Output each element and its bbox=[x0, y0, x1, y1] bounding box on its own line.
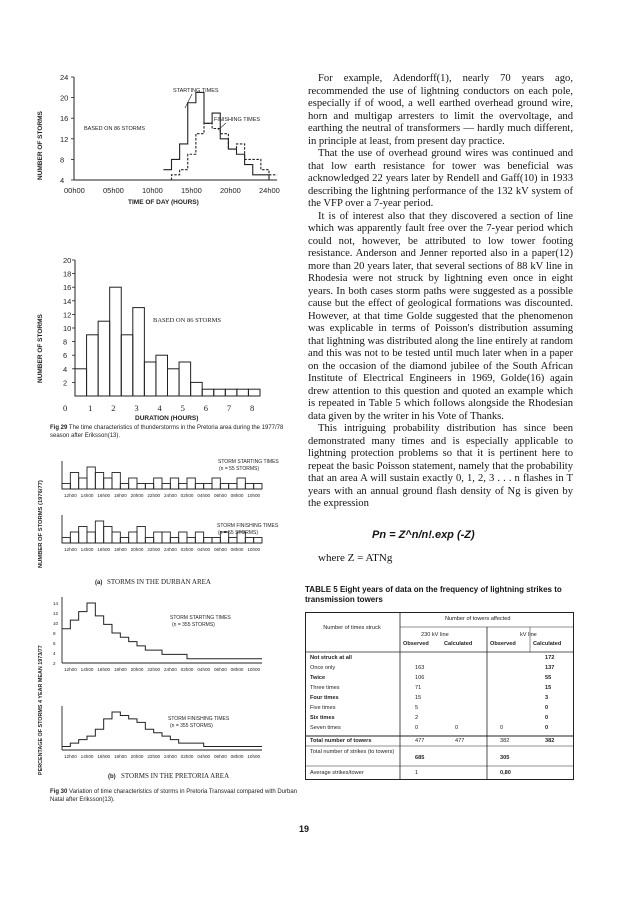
y-tick-label: 12 bbox=[60, 134, 69, 144]
y-tick-label: 6 bbox=[63, 351, 68, 361]
table5-row-label: Once only bbox=[310, 665, 336, 671]
x-tick-label: 14h00 bbox=[80, 493, 94, 498]
table5-cell: 55 bbox=[545, 675, 552, 681]
table5-group-header: Number of towers affected bbox=[445, 616, 511, 622]
x-tick-label: 06h00 bbox=[214, 754, 227, 759]
table5-cell: 163 bbox=[415, 665, 425, 671]
bar bbox=[170, 538, 178, 544]
table5-cell: 137 bbox=[545, 665, 555, 671]
bar bbox=[79, 527, 87, 544]
chart1-ylabel: NUMBER OF STORMS bbox=[37, 111, 44, 180]
bar bbox=[220, 484, 228, 490]
bar bbox=[162, 484, 170, 490]
chart2-ylabel: NUMBER OF STORMS bbox=[37, 314, 44, 383]
table5-row-label: Not struck at all bbox=[310, 655, 352, 661]
table5-cell: 305 bbox=[500, 755, 510, 761]
poisson-formula: Pn = Z^n/n!.exp (-Z) bbox=[372, 529, 475, 541]
table5-average-label: Average strikes/tower bbox=[310, 770, 364, 776]
table5-cell: 106 bbox=[415, 675, 425, 681]
x-tick-label: 2 bbox=[111, 403, 116, 413]
x-tick-label: 08h00 bbox=[230, 667, 244, 672]
bar bbox=[156, 355, 168, 396]
x-tick-label: 7 bbox=[226, 403, 232, 413]
table5-cell: 5 bbox=[415, 705, 419, 711]
x-tick-label: 5 bbox=[180, 403, 185, 413]
y-tick-label: 12 bbox=[53, 611, 59, 616]
bar bbox=[129, 478, 137, 489]
bar bbox=[195, 532, 203, 543]
x-tick-label: 12h00 bbox=[64, 754, 77, 759]
x-tick-label: 00h00 bbox=[64, 186, 85, 195]
paragraph: For example, Adendorff(1), nearly 70 years ago, recommended the use of lightning conductors on each pole, especially if of wood, a well earthed overhead ground wire, horn and multigap arresters to limit the overvoltage, and earthing the neutral of transformers — hardly much different, in principle at least, from present day practice. bbox=[308, 73, 573, 147]
bar bbox=[245, 484, 253, 490]
table5-cell: 382 bbox=[545, 738, 555, 744]
chart-time-of-day bbox=[37, 73, 280, 206]
bar bbox=[145, 484, 153, 490]
x-tick-label: 3 bbox=[134, 403, 139, 413]
durban-series2-note: (n = 55 STORMS) bbox=[218, 530, 259, 536]
x-tick-label: 22h00 bbox=[147, 754, 161, 759]
bar bbox=[133, 308, 145, 396]
y-tick-label: 14 bbox=[53, 601, 59, 606]
x-tick-label: 12h00 bbox=[64, 667, 77, 672]
chart2-note: BASED ON 86 STORMS bbox=[153, 317, 221, 324]
x-tick-label: 04h00 bbox=[197, 547, 211, 552]
durban-caption-label: (a) bbox=[95, 580, 103, 586]
table5-cell: 3 bbox=[545, 695, 549, 701]
table5-row-label: Three times bbox=[310, 685, 340, 691]
table5-subheader: Calculated bbox=[533, 641, 562, 647]
x-tick-label: 8 bbox=[250, 403, 255, 413]
x-tick-label: 18h00 bbox=[114, 754, 127, 759]
x-tick-label: 04h00 bbox=[197, 754, 211, 759]
x-tick-label: 22h00 bbox=[147, 493, 161, 498]
table5-cell: 477 bbox=[455, 738, 465, 744]
x-tick-label: 16h00 bbox=[97, 667, 111, 672]
chart2-xlabel: DURATION (HOURS) bbox=[135, 415, 199, 422]
bar bbox=[79, 478, 87, 489]
x-tick-label: 10h00 bbox=[247, 667, 261, 672]
bar bbox=[179, 362, 191, 396]
x-tick-label: 22h00 bbox=[147, 547, 161, 552]
figures-svg bbox=[0, 0, 300, 910]
x-tick-label: 22h00 bbox=[147, 667, 161, 672]
x-tick-label: 18h00 bbox=[114, 547, 127, 552]
bar bbox=[187, 478, 195, 489]
series-line bbox=[62, 603, 262, 659]
bar bbox=[191, 382, 203, 396]
fig30-caption bbox=[50, 789, 300, 804]
pretoria-series2-name: STORM FINISHING TIMES bbox=[168, 716, 230, 722]
table5-cell: 477 bbox=[415, 738, 425, 744]
bar bbox=[137, 527, 145, 544]
paragraph: That the use of overhead ground wires was continued and that low earth resistance for tower was beneficial was acknowledged 22 years later by Rendell and Gaff(10) in 1933 describing the lightning performance of the 132 kV system of the VFP over a 7-year period. bbox=[308, 148, 573, 209]
bar bbox=[104, 527, 112, 544]
y-tick-label: 6 bbox=[53, 641, 56, 646]
x-tick-label: 06h00 bbox=[214, 547, 227, 552]
chart1-note: BASED ON 86 STORMS bbox=[84, 126, 146, 132]
table5 bbox=[305, 612, 574, 780]
x-tick-label: 14h00 bbox=[80, 547, 94, 552]
table5-cell: 0 bbox=[415, 725, 419, 731]
table5-row-label: Twice bbox=[310, 675, 326, 681]
bar bbox=[179, 484, 187, 490]
table5-subheader: Observed bbox=[403, 641, 429, 647]
bar bbox=[225, 389, 237, 396]
paragraph: It is of interest also that they discovered a section of line which was apparently fault free over the 7-year period which could not, however, be attributed to low tower footing resistance. Anderson and Jenner reported also in a paper(12) more than 20 years later, that several sections of 88 kV line in Rhodesia were not struck by lightning even once in eight years. In both cases storm paths were suggested as a possible cause but the effect of geological formations was discounted. However, at that time Golde suggested that the phenomenon was explicable in terms of Poisson's distribution assuming that lightning was distributed along the line entirely at random and this was not to be tested until much later when in a paper on the occasion of the diamond jubilee of the South African Institute of Electrical Engineers in 1969, Golde(16) again drew attention to this question and quoted an example which is repeated in Table 5 which follows alongside the Rhodesian data given by the writer in his Vote of Thanks. bbox=[308, 210, 573, 422]
bar bbox=[129, 532, 137, 543]
x-tick-label: 14h00 bbox=[80, 754, 94, 759]
table5-cell: 382 bbox=[500, 738, 510, 744]
y-tick-label: 8 bbox=[63, 337, 68, 347]
fig29-number: Fig 29 bbox=[50, 425, 68, 431]
x-tick-label: 02h00 bbox=[180, 493, 194, 498]
chart3-ylabel: NUMBER OF STORMS (1976/77) bbox=[38, 480, 44, 568]
y-tick-label: 8 bbox=[60, 155, 65, 165]
pretoria-series1-note: (n = 355 STORMS) bbox=[172, 622, 215, 628]
bar bbox=[144, 362, 156, 396]
table5-subheader: Observed bbox=[490, 641, 516, 647]
bar bbox=[154, 478, 162, 489]
y-tick-label: 4 bbox=[63, 364, 68, 374]
x-tick-label: 10h00 bbox=[247, 493, 261, 498]
x-tick-label: 24h00 bbox=[164, 547, 177, 552]
y-tick-label: 20 bbox=[60, 93, 69, 103]
x-tick-label: 04h00 bbox=[197, 667, 211, 672]
table5-cell: 0 bbox=[500, 725, 504, 731]
chart1-annotation-starting: STARTING TIMES bbox=[173, 88, 219, 94]
y-tick-label: 14 bbox=[63, 296, 72, 306]
y-tick-label: 16 bbox=[63, 283, 72, 293]
bar bbox=[121, 335, 133, 396]
y-tick-label: 20 bbox=[63, 256, 72, 265]
x-tick-label: 16h00 bbox=[97, 547, 111, 552]
fig29-text: The time characteristics of thunderstorms in the Pretoria area during the 1977/78 season after Eriksson(13). bbox=[50, 425, 284, 439]
x-tick-label: 08h00 bbox=[230, 493, 244, 498]
y-tick-label: 10 bbox=[63, 324, 72, 333]
paragraph: This intriguing probability distribution has since been demonstrated many times and is especially applicable to lightning protection problems so that it is pertinent here to repeat the basic Poisson statement, namely that the probability that an area A will sustain exactly 0, 1, 2, 3 . . . n flashes in T years with an annual ground flash density of Ng is given by the expression bbox=[308, 423, 573, 509]
y-tick-label: 24 bbox=[60, 73, 69, 82]
x-tick-label: 0 bbox=[63, 403, 68, 413]
bar bbox=[237, 389, 249, 396]
bar bbox=[202, 389, 214, 396]
x-tick-label: 4 bbox=[157, 403, 162, 413]
table5-caption: TABLE 5 Eight years of data on the frequency of lightning strikes to transmission towers bbox=[305, 585, 562, 604]
table5-row-label: Four times bbox=[310, 695, 339, 701]
table5-cell: 0,80 bbox=[500, 770, 511, 776]
bar bbox=[162, 532, 170, 543]
body-text bbox=[308, 73, 573, 511]
series-line-finishing bbox=[163, 123, 277, 180]
table5-col-group1: 230 kV line bbox=[421, 632, 449, 638]
x-tick-label: 24h00 bbox=[259, 186, 280, 195]
bar bbox=[112, 532, 120, 543]
chart-pretoria bbox=[38, 597, 262, 780]
table5-cell: 172 bbox=[545, 655, 555, 661]
table5-total-strikes-label: Total number of strikes (to towers) bbox=[310, 749, 395, 755]
x-tick-label: 24h00 bbox=[164, 754, 177, 759]
table5-subheader: Calculated bbox=[444, 641, 473, 647]
x-tick-label: 02h00 bbox=[180, 667, 194, 672]
x-tick-label: 1 bbox=[88, 403, 93, 413]
bar bbox=[104, 478, 112, 489]
durban-caption: STORMS IN THE DURBAN AREA bbox=[107, 578, 211, 586]
fig30-number: Fig 30 bbox=[50, 789, 68, 795]
bar bbox=[87, 335, 99, 396]
table5-row-header: Number of times struck bbox=[323, 625, 381, 631]
fig29-caption bbox=[50, 425, 300, 440]
y-tick-label: 18 bbox=[63, 269, 72, 279]
bar bbox=[98, 321, 110, 396]
table5-cell: 15 bbox=[415, 695, 422, 701]
bar bbox=[112, 473, 120, 490]
table5-cell: 685 bbox=[415, 755, 425, 761]
pretoria-caption: STORMS IN THE PRETORIA AREA bbox=[121, 772, 230, 780]
durban-series1-name: STORM STARTING TIMES bbox=[218, 459, 279, 465]
bar bbox=[254, 538, 262, 544]
pretoria-caption-label: (b) bbox=[108, 774, 116, 780]
table5-cell: 0 bbox=[455, 725, 459, 731]
chart1-annotation-finishing: FINISHING TIMES bbox=[214, 117, 261, 123]
x-tick-label: 04h00 bbox=[197, 493, 211, 498]
bar bbox=[214, 389, 226, 396]
bar bbox=[168, 369, 180, 396]
table5-cell: 0 bbox=[545, 705, 549, 711]
x-tick-label: 20h00 bbox=[130, 754, 144, 759]
bar bbox=[204, 538, 212, 544]
y-tick-label: 10 bbox=[53, 621, 59, 626]
table5-total-towers-label: Total number of towers bbox=[310, 738, 372, 744]
bar bbox=[237, 478, 245, 489]
y-tick-label: 2 bbox=[63, 378, 68, 388]
bar bbox=[154, 532, 162, 543]
chart1-xlabel: TIME OF DAY (HOURS) bbox=[128, 199, 199, 206]
table5-col-group2: kV line bbox=[520, 632, 537, 638]
table5-cell: 15 bbox=[545, 685, 552, 691]
x-tick-label: 14h00 bbox=[80, 667, 94, 672]
bar bbox=[195, 484, 203, 490]
x-tick-label: 15h00 bbox=[181, 186, 202, 195]
y-tick-label: 16 bbox=[60, 114, 69, 124]
x-tick-label: 10h00 bbox=[247, 754, 261, 759]
pretoria-series2-note: (n = 355 STORMS) bbox=[170, 723, 213, 729]
bar bbox=[110, 287, 122, 396]
x-tick-label: 6 bbox=[203, 403, 208, 413]
bar bbox=[229, 538, 237, 544]
x-tick-label: 20h00 bbox=[220, 186, 241, 195]
bar bbox=[212, 538, 220, 544]
table5-row-label: Six times bbox=[310, 715, 335, 721]
x-tick-label: 02h00 bbox=[180, 547, 194, 552]
series-line bbox=[62, 712, 262, 747]
pretoria-series1-name: STORM STARTING TIMES bbox=[170, 615, 231, 621]
bar bbox=[229, 484, 237, 490]
chart-duration bbox=[37, 256, 260, 422]
x-tick-label: 16h00 bbox=[97, 493, 111, 498]
x-tick-label: 06h00 bbox=[214, 493, 227, 498]
x-tick-label: 10h00 bbox=[247, 547, 261, 552]
bar bbox=[87, 532, 95, 543]
bar bbox=[62, 484, 70, 490]
x-tick-label: 20h00 bbox=[130, 667, 144, 672]
bar bbox=[62, 538, 70, 544]
series-line-starting bbox=[163, 92, 277, 180]
x-tick-label: 05h00 bbox=[103, 186, 124, 195]
y-tick-label: 8 bbox=[53, 631, 56, 636]
bar bbox=[120, 484, 128, 490]
durban-series1-note: (n = 55 STORMS) bbox=[219, 466, 260, 472]
x-tick-label: 20h00 bbox=[130, 493, 144, 498]
bar bbox=[137, 484, 145, 490]
bar bbox=[70, 473, 78, 490]
bar bbox=[170, 478, 178, 489]
table5-cell: 1 bbox=[415, 770, 419, 776]
x-tick-label: 06h00 bbox=[214, 667, 227, 672]
x-tick-label: 08h00 bbox=[230, 547, 244, 552]
y-tick-label: 2 bbox=[53, 661, 56, 666]
chart-durban bbox=[38, 459, 279, 586]
x-tick-label: 16h00 bbox=[97, 754, 111, 759]
bar bbox=[254, 484, 262, 490]
x-tick-label: 12h00 bbox=[64, 493, 77, 498]
bar bbox=[95, 473, 103, 490]
table5-cell: 71 bbox=[415, 685, 422, 691]
bar bbox=[95, 521, 103, 543]
x-tick-label: 12h00 bbox=[64, 547, 77, 552]
table5-row-label: Seven times bbox=[310, 725, 341, 731]
bar bbox=[179, 532, 187, 543]
x-tick-label: 18h00 bbox=[114, 493, 127, 498]
x-tick-label: 24h00 bbox=[164, 493, 177, 498]
bar bbox=[245, 538, 253, 544]
bar bbox=[248, 389, 260, 396]
fig30-text: Variation of time characteristics of storms in Pretoria Transvaal compared with Durban Natal after Eriksson(13). bbox=[50, 789, 297, 803]
durban-series2-name: STORM FINISHING TIMES bbox=[217, 523, 279, 529]
page-number: 19 bbox=[299, 824, 310, 834]
x-tick-label: 24h00 bbox=[164, 667, 177, 672]
x-tick-label: 20h00 bbox=[130, 547, 144, 552]
y-tick-label: 4 bbox=[60, 176, 65, 185]
x-tick-label: 08h00 bbox=[230, 754, 244, 759]
bar bbox=[212, 478, 220, 489]
bar bbox=[75, 369, 87, 396]
table5-cell: 0 bbox=[545, 715, 549, 721]
y-tick-label: 4 bbox=[53, 651, 56, 656]
bar bbox=[70, 532, 78, 543]
x-tick-label: 18h00 bbox=[114, 667, 127, 672]
x-tick-label: 02h00 bbox=[180, 754, 194, 759]
table5-row-label: Five times bbox=[310, 705, 336, 711]
bar bbox=[87, 467, 95, 489]
x-tick-label: 10h00 bbox=[142, 186, 163, 195]
formula-where: where Z = ATNg bbox=[318, 552, 393, 564]
bar bbox=[187, 538, 195, 544]
chart4-ylabel: PERCENTAGE OF STORMS 4 YEAR MEAN 1973/77 bbox=[38, 645, 44, 775]
table5-cell: 0 bbox=[545, 725, 549, 731]
table5-cell: 2 bbox=[415, 715, 419, 721]
bar bbox=[204, 484, 212, 490]
bar bbox=[120, 538, 128, 544]
y-tick-label: 12 bbox=[63, 310, 72, 320]
bar bbox=[145, 538, 153, 544]
